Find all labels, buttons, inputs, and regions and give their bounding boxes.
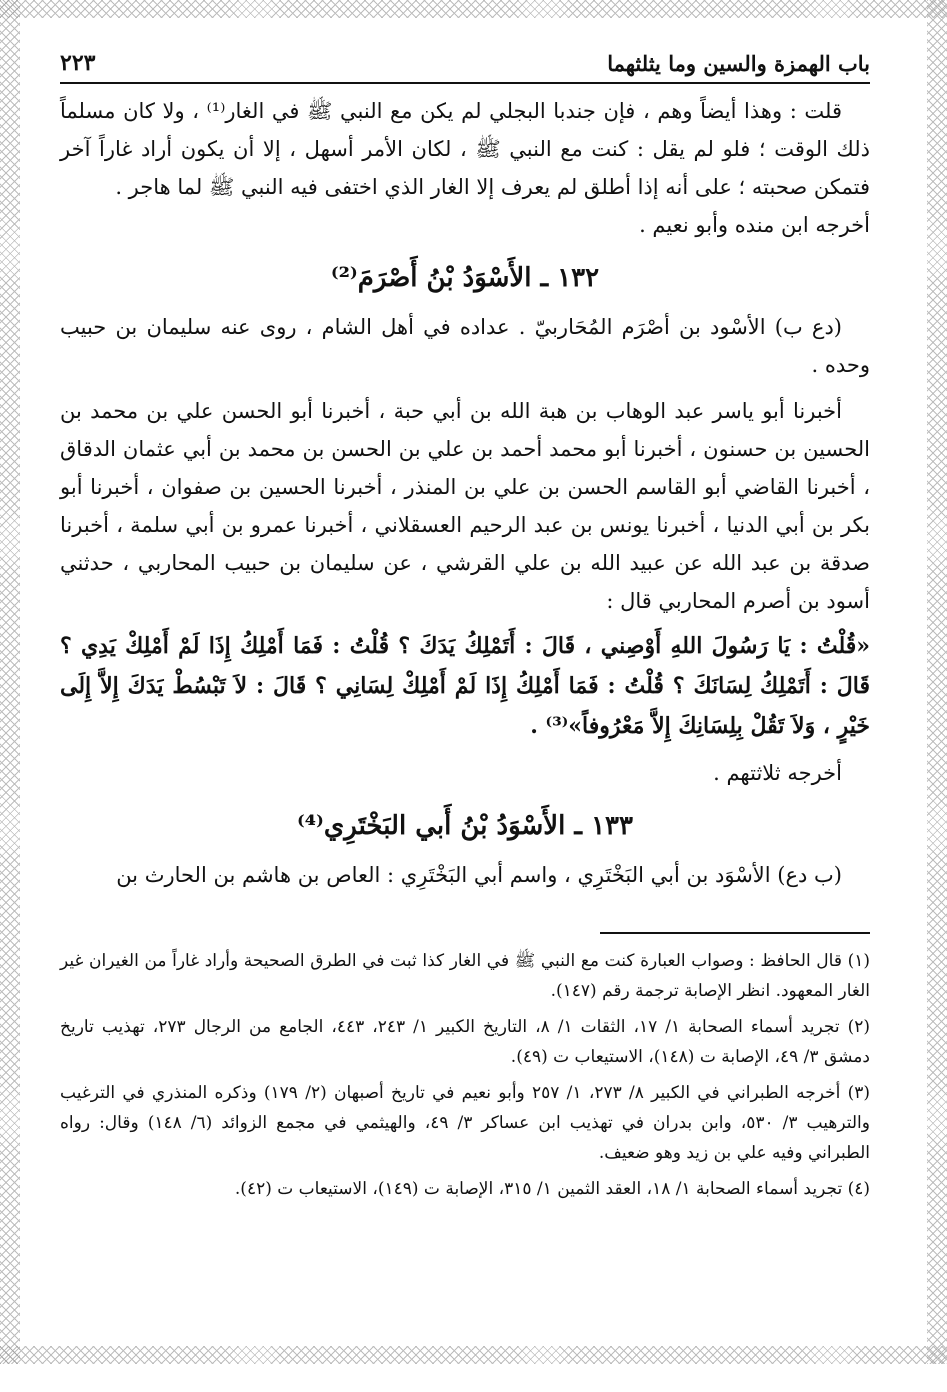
page-number: ٢٢٣ [60, 50, 96, 76]
ornamental-border-bottom [0, 1346, 947, 1364]
entry-132-heading: ١٣٢ ـ الأَسْوَدُ بْنُ أَصْرَمَ⁽²⁾ [330, 263, 600, 293]
paragraph-4-isnad: أخبرنا أبو ياسر عبد الوهاب بن هبة الله بن أبي حبة ، أخبرنا أبو الحسن علي بن محمد بن الحسين بن حسنون ، أخبرنا أبو محمد أحمد بن علي بن الحسن بن محمد بن أبي عثمان الدقاق ، أخبرنا القاضي أبو القاسم الحسن بن علي بن المنذر ، أخبرنا الحسين بن صفوان ، أخبرنا أبو بكر بن أبي الدنيا ، أخبرنا يونس بن عبد الرحيم العسقلاني ، أخبرنا عمرو بن أبي سلمة ، أخبرنا صدقة بن عبد الله عن عبيد الله بن علي القرشي ، عن سليمان بن حبيب المحاربي ، حدثني أسود بن أصرم المحاربي قال : [60, 399, 870, 613]
chapter-title: باب الهمزة والسين وما يثلثهما [607, 51, 870, 76]
footnote-1: (١) قال الحافظ : وصواب العبارة كنت مع النبي ﷺ في الغار كذا ثبت في الطرق الصحيحة وأراد غاراً من الغيران غير الغار المعهود. انظر الإصابة ترجمة رقم (١٤٧). [60, 951, 870, 1001]
book-page [60, 50, 870, 1210]
paragraph-2: أخرجه ابن منده وأبو نعيم . [639, 213, 870, 237]
entry-133-heading: ١٣٣ ـ الأَسْوَدُ بْنُ أَبي البَخْتَرِي⁽⁴⁾ [297, 811, 633, 841]
ornamental-border-top [0, 0, 947, 18]
footnote-4: (٤) تجريد أسماء الصحابة ١/ ١٨، العقد الثمين ١/ ٣١٥، الإصابة ت (١٤٩)، الاستيعاب ت (٤٢). [234, 1179, 870, 1199]
ornamental-border-right [927, 0, 947, 1364]
footnote-2: (٢) تجريد أسماء الصحابة ١/ ١٧، الثقات ١/ ٨، التاريخ الكبير ١/ ٢٤٣، ٤٤٣، الجامع من الرجال ٢٧٣، تهذيب تاريخ دمشق ٣/ ٤٩، الإصابة ت (١٤٨)، الاستيعاب ت (٤٩). [60, 1017, 870, 1067]
footnote-separator [600, 932, 870, 934]
paragraph-3: (دع ب) الأسْود بن أصْرَم المُحَاربيّ . عداده في أهل الشام ، روى عنه سليمان بن حبيب وحده . [60, 315, 870, 377]
hadith-text: «قُلْتُ : يَا رَسُولَ اللهِ أَوْصِني ، قَالَ : أَتَمْلِكُ يَدَكَ ؟ قُلْتُ : فَمَا أَمْلِكُ إِذَا لَمْ أَمْلِكْ يَدِي ؟ قَالَ : أَتَمْلِكُ لِسَانَكَ ؟ قُلْتُ : فَمَا أَمْلِكُ إِذَا لَمْ أَمْلِكْ لِسَانِي ؟ قَالَ : لاَ تَبْسُطْ يَدَكَ إِلاَّ إِلَى خَيْرٍ ، وَلاَ تَقُلْ بِلِسَانِكَ إِلاَّ مَعْرُوفاً»⁽³⁾ . [60, 633, 870, 739]
ornamental-border-left [0, 0, 20, 1364]
paragraph-6: (ب دع) الأسْوَد بن أبي البَخْتَرِي ، واسم أبي البَخْتَرِي : العاص بن هاشم بن الحارث بن [116, 863, 842, 887]
paragraph-5: أخرجه ثلاثتهم . [713, 761, 842, 785]
footnote-3: (٣) أخرجه الطبراني في الكبير ٨/ ٢٧٣، ١/ ٢٥٧ وأبو نعيم في تاريخ أصبهان (٢/ ١٧٩) وذكره المنذري في الترغيب والترهيب ٣/ ٥٣٠، وابن بدران في تهذيب ابن عساكر ٣/ ٤٩، والهيثمي في مجمع الزوائد (٦/ ١٤٨) وقال: رواه الطبراني وفيه علي بن زيد وهو ضعيف. [60, 1083, 871, 1163]
paragraph-1: قلت : وهذا أيضاً وهم ، فإن جندبا البجلي لم يكن مع النبي ﷺ في الغار⁽¹⁾ ، ولا كان مسلماً ذلك الوقت ؛ فلو لم يقل : كنت مع النبي ﷺ ، لكان الأمر أسهل ، إلا أن يكون أراد غاراً آخر فتمكن صحبته ؛ على أنه إذا أطلق لم يعرف إلا الغار الذي اختفى فيه النبي ﷺ لما هاجر . [60, 99, 870, 199]
running-header [60, 50, 870, 84]
